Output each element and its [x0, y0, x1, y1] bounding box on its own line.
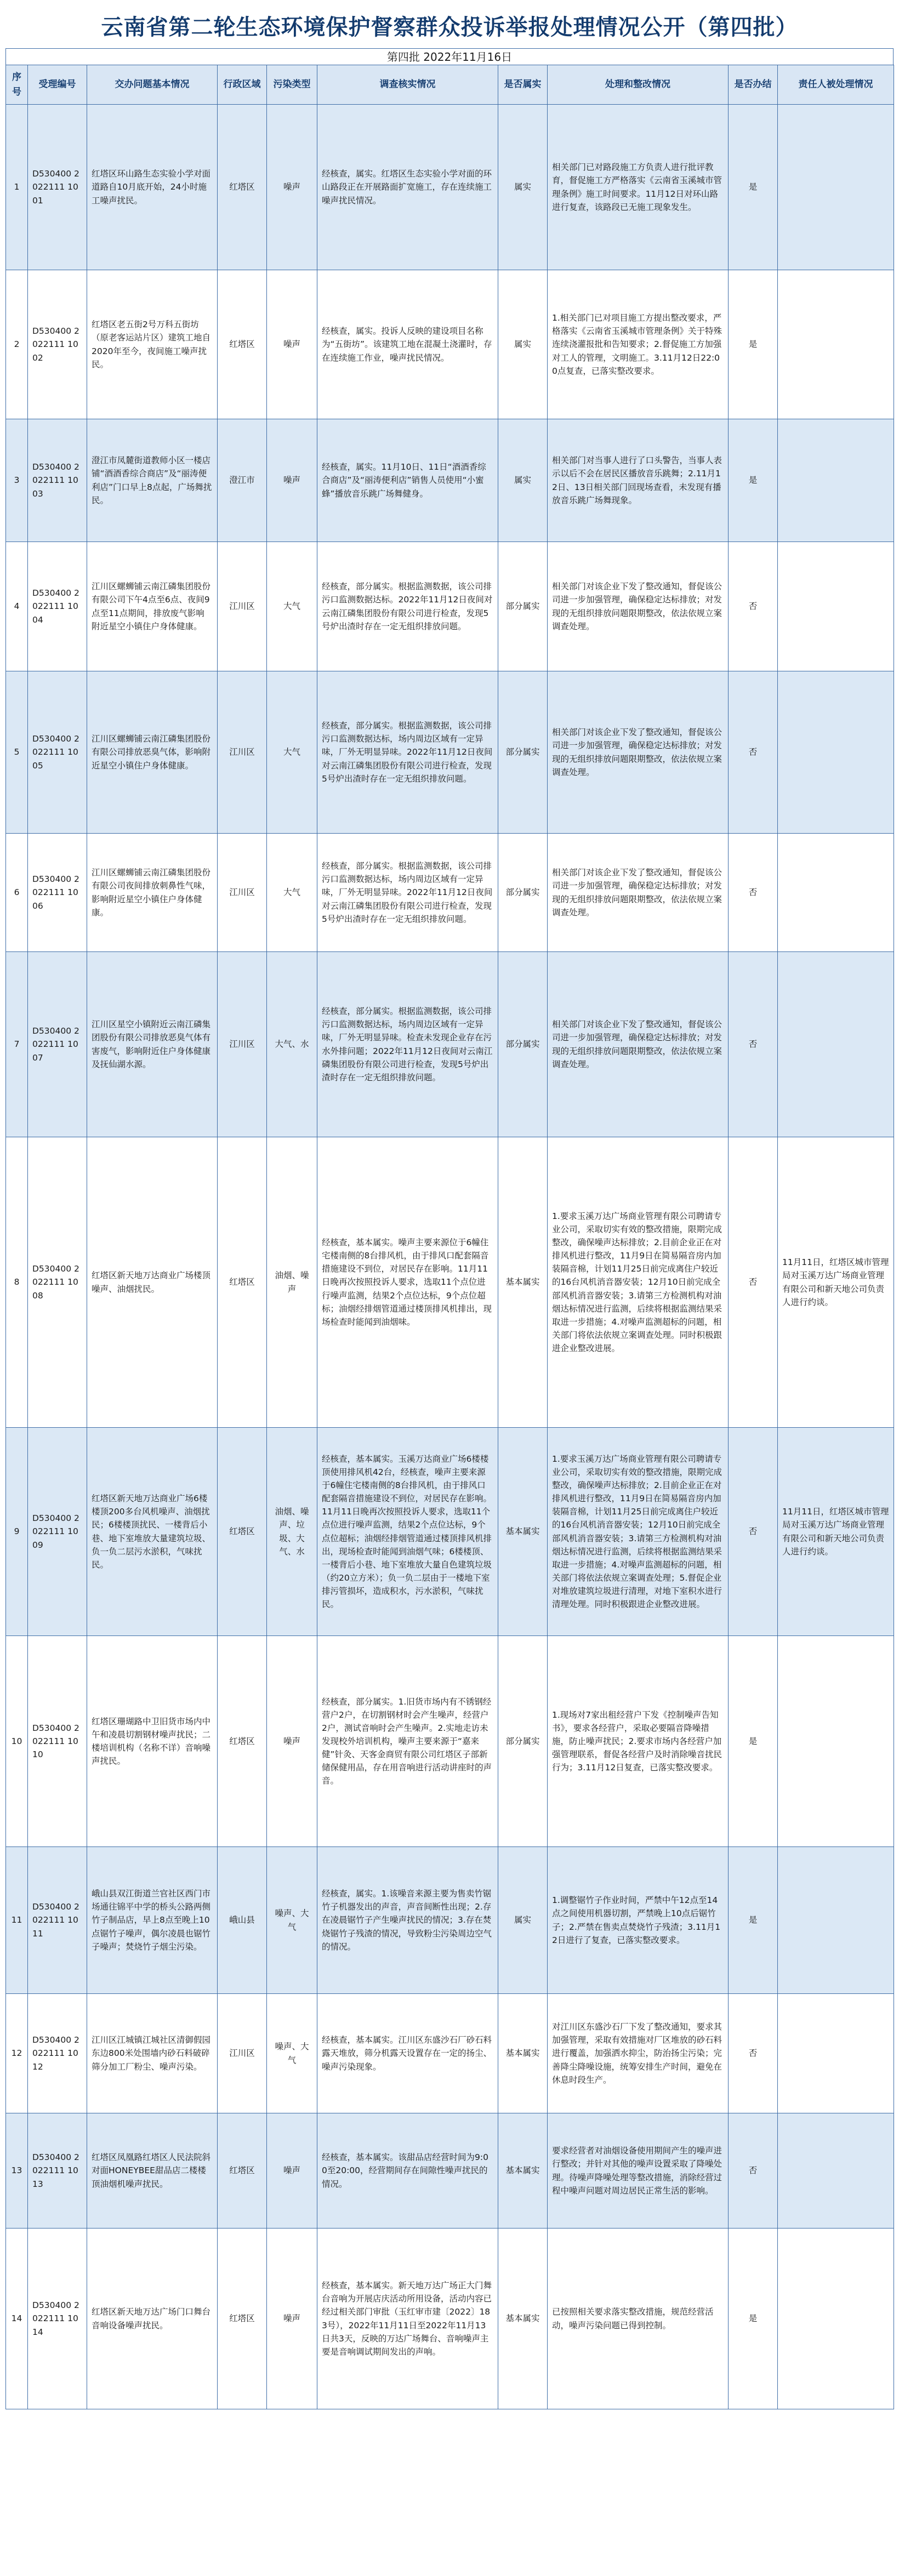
cell-region: 红塔区: [218, 2229, 267, 2409]
cell-done: 否: [729, 671, 778, 834]
cell-pollution-type: 噪声: [267, 270, 317, 419]
cell-case-id: D530400 2022111 1009: [28, 1428, 87, 1636]
cell-is-true: 基本属实: [498, 1137, 548, 1428]
cell-investigation: 经核查，基本属实。该甜品店经营时间为9:00至20:00，经营期间存在间隙性噪声扰民的情况。: [317, 2113, 498, 2229]
batch-date-line: 第四批 2022年11月16日: [5, 48, 894, 65]
cell-responsible: [778, 1636, 894, 1847]
cell-issue: 红塔区珊瑚路中卫旧货市场内中午和凌晨切割钢材噪声扰民；二楼培训机构（名称不详）音响噪声扰民。: [87, 1636, 218, 1847]
cell-case-id: D530400 2022111 1012: [28, 1994, 87, 2113]
cell-region: 红塔区: [218, 1636, 267, 1847]
cell-issue: 红塔区新天地万达商业广场6楼楼顶200多台风机噪声、油烟扰民；6楼楼顶扰民、一楼背后小巷、地下室堆放大量建筑垃圾、负一负二层污水淤积，气味扰民。: [87, 1428, 218, 1636]
header-index: 序号: [6, 65, 28, 105]
cell-issue: 澄江市凤麓街道教师小区一楼店铺“酒酒香综合商店”及“丽涛便利店”门口早上8点起，广场舞扰民。: [87, 419, 218, 542]
cell-index: 4: [6, 542, 28, 671]
cell-responsible: [778, 834, 894, 952]
cell-done: 是: [729, 1847, 778, 1994]
cell-pollution-type: 噪声: [267, 419, 317, 542]
cell-responsible: [778, 952, 894, 1137]
cell-index: 9: [6, 1428, 28, 1636]
cell-pollution-type: 噪声: [267, 2229, 317, 2409]
cell-is-true: 基本属实: [498, 1994, 548, 2113]
cell-handling: 相关部门对该企业下发了整改通知，督促该公司进一步加强管理，确保稳定达标排放；对发现的无组织排放问题限期整改，依法依规立案调查处理。: [548, 834, 729, 952]
cell-index: 7: [6, 952, 28, 1137]
cell-done: 否: [729, 1137, 778, 1428]
cell-pollution-type: 噪声、大气: [267, 1994, 317, 2113]
cell-investigation: 经核查，基本属实。玉溪万达商业广场6楼楼顶使用排风机42台，经核查，噪声主要来源于6幢住宅楼南侧的8台排风机，由于排风口配套隔音措施建设不到位，对居民存在影响。11月11日晚再次按照投诉人要求，选取11个点位进行噪声监测，结果2个点位达标，9个点位超标；油烟经排烟管道通过楼顶排风机排出，现场检查时能闻到油烟气味；6楼楼顶、一楼背后小巷、地下室堆放大量自色建筑垃圾（约20立方米）；负一负二层由于一楼地下室排污管损坏，造成积水，污水淤积，气味扰民。: [317, 1428, 498, 1636]
cell-done: 否: [729, 1994, 778, 2113]
table-row: [6, 105, 894, 270]
cell-region: 红塔区: [218, 270, 267, 419]
cell-pollution-type: 大气: [267, 671, 317, 834]
cell-is-true: 基本属实: [498, 1428, 548, 1636]
cell-pollution-type: 大气、水: [267, 952, 317, 1137]
cell-region: 红塔区: [218, 105, 267, 270]
cell-case-id: D530400 2022111 1005: [28, 671, 87, 834]
cell-issue: 红塔区凤凰路红塔区人民法院斜对面HONEYBEE甜品店二楼楼顶油烟机噪声扰民。: [87, 2113, 218, 2229]
table-row: [6, 419, 894, 542]
table-row: [6, 1636, 894, 1847]
cell-is-true: 部分属实: [498, 1636, 548, 1847]
cell-handling: 1.调整锯竹子作业时间，严禁中午12点至14点之间使用机器切割，严禁晚上10点后锯竹子；2.严禁在售卖点焚烧竹子残渣；3.11月12日进行了复查，已落实整改要求。: [548, 1847, 729, 1994]
cell-region: 红塔区: [218, 1137, 267, 1428]
cell-handling: 1.要求玉溪万达广场商业管理有限公司聘请专业公司，采取切实有效的整改措施，限期完成整改，确保噪声达标排放；2.目前企业正在对排风机进行整改，11月9日在简易隔音房内加装隔音棉，计划11月25日前完成离住户较近的16台风机消音器安装；12月10日前完成全部风机消音器安装；3.请第三方检测机构对油烟达标情况进行监测，后续将根据监测结果采取进一步措施；4.对噪声监测超标的问题，相关部门将依法依规立案调查处理；5.督促企业对堆放建筑垃圾进行清理，对地下室积水进行清理处理。同时积极跟进企业整改进展。: [548, 1428, 729, 1636]
cell-is-true: 基本属实: [498, 2113, 548, 2229]
cell-region: 江川区: [218, 834, 267, 952]
cell-investigation: 经核查，部分属实。根据监测数据，该公司排污口监测数据达标。2022年11月12日夜间对云南江磷集团股份有限公司进行检查，发现5号炉出渣时存在一定无组织排放问题。: [317, 542, 498, 671]
cell-investigation: 经核查，属实。1.该噪音来源主要为售卖竹锯竹子机器发出的声音，声音间断性出现；2.存在凌晨锯竹子产生噪声扰民的情况；3.存在焚烧锯竹子残渣的情况，导致粉尘污染周边空气的情况。: [317, 1847, 498, 1994]
table-row: [6, 2113, 894, 2229]
table-row: [6, 834, 894, 952]
cell-case-id: D530400 2022111 1014: [28, 2229, 87, 2409]
cell-index: 8: [6, 1137, 28, 1428]
cell-done: 是: [729, 2229, 778, 2409]
cell-issue: 峨山县双江街道兰官社区西门市场通往锦平中学的桥头公路两侧竹子制品店，早上8点至晚上10点锯竹子噪声，偶尔凌晨也锯竹子噪声；焚烧竹子烟尘污染。: [87, 1847, 218, 1994]
cell-case-id: D530400 2022111 1006: [28, 834, 87, 952]
cell-region: 江川区: [218, 671, 267, 834]
table-row: [6, 952, 894, 1137]
cell-handling: 1.要求玉溪万达广场商业管理有限公司聘请专业公司，采取切实有效的整改措施，限期完成整改，确保噪声达标排放；2.目前企业正在对排风机进行整改，11月9日在简易隔音房内加装隔音棉，计划11月25日前完成离住户较近的16台风机消音器安装；12月10日前完成全部风机消音器安装；3.请第三方检测机构对油烟达标情况进行监测，后续将根据监测结果采取进一步措施；4.对噪声监测超标的问题，相关部门将依法依规立案调查处理。同时积极跟进企业整改进展。: [548, 1137, 729, 1428]
cell-pollution-type: 噪声: [267, 1636, 317, 1847]
cell-index: 14: [6, 2229, 28, 2409]
cell-investigation: 经核查，属实。红塔区生态实验小学对面的环山路段正在开展路面扩宽施工，存在连续施工噪声扰民情况。: [317, 105, 498, 270]
cell-done: 是: [729, 105, 778, 270]
table-row: [6, 1428, 894, 1636]
cell-investigation: 经核查，基本属实。噪声主要来源位于6幢住宅楼南侧的8台排风机，由于排风口配套隔音措施建设不到位，对居民存在影响。11月11日晚再次按照投诉人要求，选取11个点位进行噪声监测，结果2个点位达标，9个点位超标；油烟经排烟管道通过楼顶排风机排出，现场检查时能闻到油烟味。: [317, 1137, 498, 1428]
cell-done: 否: [729, 1428, 778, 1636]
cell-case-id: D530400 2022111 1008: [28, 1137, 87, 1428]
cell-region: 江川区: [218, 1994, 267, 2113]
table-row: [6, 671, 894, 834]
table-header-row: [6, 65, 894, 105]
cell-investigation: 经核查，基本属实。江川区东盛沙石厂砂石料露天堆放，筛分机露天设置存在一定的扬尘、噪声污染现象。: [317, 1994, 498, 2113]
cell-is-true: 部分属实: [498, 542, 548, 671]
cell-case-id: D530400 2022111 1013: [28, 2113, 87, 2229]
cell-is-true: 部分属实: [498, 952, 548, 1137]
cell-index: 5: [6, 671, 28, 834]
cell-issue: 江川区星空小镇附近云南江磷集团股份有限公司排放恶臭气体有害废气，影响附近住户身体健康及抚仙湖水源。: [87, 952, 218, 1137]
cell-pollution-type: 噪声、大气: [267, 1847, 317, 1994]
cell-investigation: 经核查，部分属实。根据监测数据，该公司排污口监测数据达标，场内周边区域有一定异味，厂外无明显异味。检查未发现企业存在污水外排问题；2022年11月12日夜间对云南江磷集团股份有限公司进行检查，发现5号炉出渣时存在一定无组织排放问题。: [317, 952, 498, 1137]
cell-done: 否: [729, 2113, 778, 2229]
cell-handling: 相关部门对该企业下发了整改通知，督促该公司进一步加强管理，确保稳定达标排放；对发现的无组织排放问题限期整改，依法依规立案调查处理。: [548, 671, 729, 834]
cell-handling: 相关部门对该企业下发了整改通知，督促该公司进一步加强管理，确保稳定达标排放；对发现的无组织排放问题限期整改，依法依规立案调查处理。: [548, 542, 729, 671]
cell-case-id: D530400 2022111 1004: [28, 542, 87, 671]
cell-handling: 1.相关部门已对项目施工方提出整改要求，严格落实《云南省玉溪城市管理条例》关于特殊连续浇灌报批和告知要求；2.督促施工方加强对工人的管理，文明施工。3.11月12日22:00点复查，已落实整改要求。: [548, 270, 729, 419]
cell-is-true: 基本属实: [498, 2229, 548, 2409]
cell-issue: 红塔区环山路生态实验小学对面道路自10月底开始，24小时施工噪声扰民。: [87, 105, 218, 270]
cell-responsible: [778, 270, 894, 419]
cell-done: 是: [729, 419, 778, 542]
table-row: [6, 2229, 894, 2409]
cell-is-true: 属实: [498, 1847, 548, 1994]
cell-handling: 要求经营者对油烟设备使用期间产生的噪声进行整改；并针对其他的噪声设置采取了降噪处理。待噪声降噪处理等整改措施，消除经营过程中噪声问题对周边居民正常生活的影响。: [548, 2113, 729, 2229]
cell-responsible: [778, 2229, 894, 2409]
cell-issue: 江川区螺蛳铺云南江磷集团股份有限公司排放恶臭气体，影响附近星空小镇住户身体健康。: [87, 671, 218, 834]
cell-issue: 红塔区老五街2号万科五街坊（原老客运站片区）建筑工地自2020年至今，夜间施工噪声扰民。: [87, 270, 218, 419]
table-row: [6, 1847, 894, 1994]
cell-responsible: [778, 2113, 894, 2229]
cell-index: 3: [6, 419, 28, 542]
cell-index: 11: [6, 1847, 28, 1994]
cell-handling: 相关部门对当事人进行了口头警告，当事人表示以后不会在居民区播放音乐跳舞；2.11月12日、13日相关部门回现场查看，未发现有播放音乐跳广场舞现象。: [548, 419, 729, 542]
cell-region: 红塔区: [218, 2113, 267, 2229]
cell-done: 否: [729, 952, 778, 1137]
cell-responsible: 11月11日，红塔区城市管理局对玉溪万达广场商业管理有限公司和新天地公司负责人进行约谈。: [778, 1137, 894, 1428]
cell-responsible: [778, 1847, 894, 1994]
cell-handling: 对江川区东盛沙石厂下发了整改通知，要求其加强管理，采取有效措施对厂区堆放的砂石料进行覆盖，加强洒水抑尘，防治扬尘污染；完善降尘降噪设施，统筹安排生产时间，避免在休息时段生产。: [548, 1994, 729, 2113]
header-is-true: 是否属实: [498, 65, 548, 105]
cell-done: 是: [729, 1636, 778, 1847]
header-region: 行政区域: [218, 65, 267, 105]
cell-investigation: 经核查，属实。11月10日、11日“酒酒香综合商店”及“丽涛便利店”销售人员使用“小蜜蜂”播放音乐跳广场舞健身。: [317, 419, 498, 542]
cell-issue: 红塔区新天地万达广场门口舞台音响设备噪声扰民。: [87, 2229, 218, 2409]
cell-region: 澄江市: [218, 419, 267, 542]
cell-pollution-type: 大气: [267, 834, 317, 952]
cell-case-id: D530400 2022111 1007: [28, 952, 87, 1137]
cell-case-id: D530400 2022111 1011: [28, 1847, 87, 1994]
cell-issue: 红塔区新天地万达商业广场楼顶噪声、油烟扰民。: [87, 1137, 218, 1428]
cell-handling: 相关部门已对路段施工方负责人进行批评教育，督促施工方严格落实《云南省玉溪城市管理条例》施工时间要求。11月12日对环山路进行复查，该路段已无施工现象发生。: [548, 105, 729, 270]
cell-handling: 已按照相关要求落实整改措施，规范经营活动，噪声污染问题已得到控制。: [548, 2229, 729, 2409]
cell-investigation: 经核查，部分属实。1.旧货市场内有不锈钢经营户2户，在切割钢材时会产生噪声，经营户2户，测试音响时会产生噪声。2.实地走访未发现校外培训机构，噪声主要来源于“嘉来健”针灸、天客金商贸有限公司红塔区子部新储保健用品，存在用音响进行活动讲座时的声音。: [317, 1636, 498, 1847]
cell-region: 江川区: [218, 952, 267, 1137]
table-row: [6, 542, 894, 671]
cell-issue: 江川区螺蛳铺云南江磷集团股份有限公司夜间排放刺鼻性气味，影响附近星空小镇住户身体健康。: [87, 834, 218, 952]
table-row: [6, 1994, 894, 2113]
header-handling: 处理和整改情况: [548, 65, 729, 105]
cell-is-true: 部分属实: [498, 671, 548, 834]
cell-issue: 江川区江城镇江城社区清御假园东边800米处围墙内砂石料破碎筛分加工厂粉尘、噪声污染。: [87, 1994, 218, 2113]
cell-investigation: 经核查，属实。投诉人反映的建设项目名称为“五街坊”。该建筑工地在混凝土浇灌时，存在连续施工作业，噪声扰民情况。: [317, 270, 498, 419]
cell-done: 否: [729, 542, 778, 671]
cell-index: 12: [6, 1994, 28, 2113]
header-responsible: 责任人被处理情况: [778, 65, 894, 105]
cell-index: 10: [6, 1636, 28, 1847]
cell-region: 江川区: [218, 542, 267, 671]
cell-responsible: [778, 671, 894, 834]
cell-index: 6: [6, 834, 28, 952]
cell-responsible: [778, 1994, 894, 2113]
header-done: 是否办结: [729, 65, 778, 105]
cell-index: 13: [6, 2113, 28, 2229]
cell-case-id: D530400 2022111 1003: [28, 419, 87, 542]
cell-case-id: D530400 2022111 1001: [28, 105, 87, 270]
cell-responsible: [778, 419, 894, 542]
cell-pollution-type: 噪声: [267, 105, 317, 270]
cell-region: 峨山县: [218, 1847, 267, 1994]
complaint-table: [5, 65, 894, 2409]
cell-done: 是: [729, 270, 778, 419]
cell-index: 1: [6, 105, 28, 270]
cell-index: 2: [6, 270, 28, 419]
cell-region: 红塔区: [218, 1428, 267, 1636]
cell-case-id: D530400 2022111 1010: [28, 1636, 87, 1847]
header-pollution-type: 污染类型: [267, 65, 317, 105]
cell-pollution-type: 大气: [267, 542, 317, 671]
cell-is-true: 部分属实: [498, 834, 548, 952]
cell-investigation: 经核查，部分属实。根据监测数据，该公司排污口监测数据达标，场内周边区域有一定异味，厂外无明显异味。2022年11月12日夜间对云南江磷集团股份有限公司进行检查，发现5号炉出渣时存在一定无组织排放问题。: [317, 834, 498, 952]
cell-handling: 相关部门对该企业下发了整改通知，督促该公司进一步加强管理，确保稳定达标排放；对发现的无组织排放问题限期整改，依法依规立案调查处理。: [548, 952, 729, 1137]
cell-handling: 1.现场对7家出租经营户下发《控制噪声告知书》，要求各经营户，采取必要隔音降噪措施，防止噪声扰民；2.要求市场内各经营户加强管理联系，督促各经营户及时消除噪音扰民行为；3.11月12日复查，已落实整改要求。: [548, 1636, 729, 1847]
cell-case-id: D530400 2022111 1002: [28, 270, 87, 419]
cell-pollution-type: 噪声: [267, 2113, 317, 2229]
cell-investigation: 经核查，部分属实。根据监测数据，该公司排污口监测数据达标，场内周边区域有一定异味，厂外无明显异味。2022年11月12日夜间对云南江磷集团股份有限公司进行检查，发现5号炉出渣时存在一定无组织排放问题。: [317, 671, 498, 834]
cell-pollution-type: 油烟、噪声: [267, 1137, 317, 1428]
cell-issue: 江川区螺蛳铺云南江磷集团股份有限公司下午4点至6点、夜间9点至11点期间，排放废气影响附近星空小镇住户身体健康。: [87, 542, 218, 671]
header-issue: 交办问题基本情况: [87, 65, 218, 105]
cell-responsible: 11月11日，红塔区城市管理局对玉溪万达广场商业管理有限公司和新天地公司负责人进行约谈。: [778, 1428, 894, 1636]
header-investigation: 调查核实情况: [317, 65, 498, 105]
table-row: [6, 1137, 894, 1428]
cell-investigation: 经核查，基本属实。新天地万达广场正大门舞台音响为开展店庆活动所用设备，活动内容已经过相关部门审批（玉红审市建〔2022〕183号），2022年11月11日至2022年11月13日共3天，反映的万达广场舞台、音响噪声主要是音响调试期间发出的声响。: [317, 2229, 498, 2409]
cell-is-true: 属实: [498, 105, 548, 270]
table-row: [6, 270, 894, 419]
cell-is-true: 属实: [498, 419, 548, 542]
document-title: 云南省第二轮生态环境保护督察群众投诉举报处理情况公开（第四批）: [101, 15, 798, 40]
cell-done: 否: [729, 834, 778, 952]
cell-responsible: [778, 105, 894, 270]
header-case-id: 受理编号: [28, 65, 87, 105]
cell-pollution-type: 油烟、噪声、垃圾、大气、水: [267, 1428, 317, 1636]
cell-responsible: [778, 542, 894, 671]
cell-is-true: 属实: [498, 270, 548, 419]
